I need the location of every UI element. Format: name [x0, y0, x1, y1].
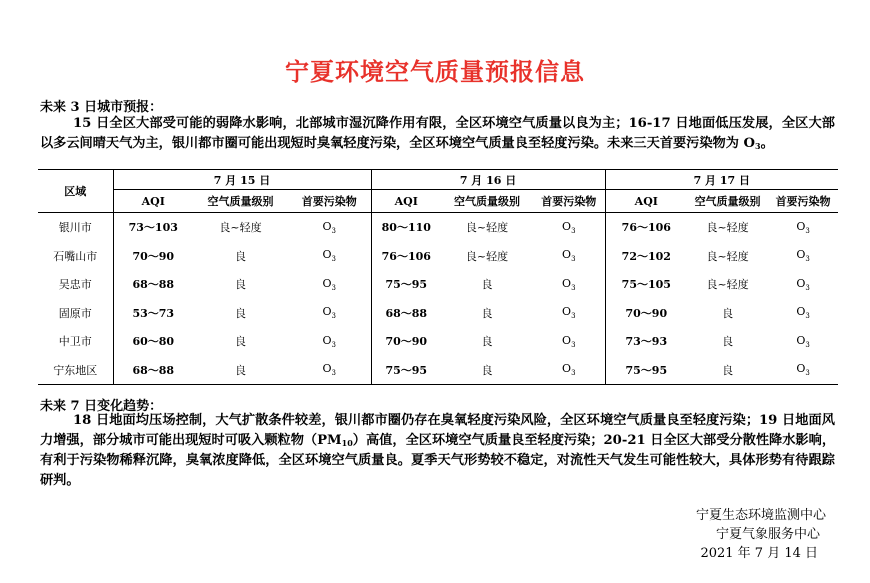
metric-header: 首要污染物: [533, 190, 605, 213]
date-header-1: 7 月 15 日: [113, 170, 371, 190]
pollutant-symbol: O: [562, 276, 572, 290]
region-header: 区域: [38, 170, 113, 213]
table-row: [38, 356, 838, 385]
level-cell: 良: [235, 306, 246, 320]
aqi-cell: 75～95: [385, 278, 428, 292]
signature-date: 2021 年 7 月 14 日: [700, 546, 818, 561]
level-cell: 良: [687, 356, 768, 385]
pollutant-cell: [768, 356, 838, 385]
pollutant-subscript: 3: [805, 255, 810, 264]
level-cell: 良~轻度: [465, 249, 509, 263]
region-cell: 宁东地区: [38, 356, 113, 385]
pollutant-cell: [288, 213, 371, 242]
aqi-cell: 80～110: [381, 221, 431, 235]
pollutant-cell: [768, 270, 838, 299]
forecast3-paragraph: [40, 114, 835, 154]
aqi-cell: 68～88: [385, 306, 428, 320]
pollutant-subscript: 3: [805, 340, 810, 349]
pollutant-subscript: 3: [571, 226, 576, 235]
metric-header: 首要污染物: [288, 190, 371, 213]
pollutant-symbol: O: [562, 248, 572, 262]
level-cell: 良: [722, 335, 734, 349]
aqi-cell: 76～106: [621, 221, 671, 235]
signature-org2: 宁夏气象服务中心: [715, 527, 820, 542]
pollutant-cell: [533, 213, 605, 242]
region-cell: 中卫市: [38, 327, 113, 356]
aqi-cell: 70～90: [132, 249, 175, 263]
level-cell: 良: [481, 335, 493, 349]
pollutant-cell: [768, 242, 838, 271]
pollutant-symbol: O: [322, 219, 332, 233]
pollutant-subscript: 3: [331, 369, 337, 378]
level-cell: 良~轻度: [465, 221, 509, 235]
pollutant-symbol: O: [322, 333, 332, 347]
pollutant-subscript: 3: [571, 340, 576, 349]
pollutant-subscript: 3: [331, 283, 337, 292]
forecast3-heading: 未来 3 日城市预报：: [40, 100, 163, 115]
level-cell: 良: [193, 356, 288, 385]
table-row: [38, 327, 838, 356]
region-cell: 石嘴山市: [38, 242, 113, 271]
pollutant-symbol: O: [322, 248, 332, 262]
aqi-cell: 73～103: [128, 221, 178, 235]
level-cell: 良~轻度: [706, 221, 749, 235]
pollutant-subscript: 3: [571, 369, 576, 378]
pollutant-cell: [533, 327, 605, 356]
pollutant-subscript: 3: [331, 226, 337, 235]
aqi-cell: 72～102: [621, 249, 671, 263]
signature-org1: 宁夏生态环境监测中心: [695, 508, 826, 523]
pollutant-cell: [533, 356, 605, 385]
level-cell: 良: [235, 249, 246, 263]
metric-header: AQI: [371, 190, 441, 213]
aqi-cell: 75～95: [371, 356, 441, 385]
pollutant-cell: [768, 327, 838, 356]
level-cell: 良~轻度: [219, 221, 262, 235]
pollutant-subscript: 3: [805, 283, 810, 292]
trend7-heading: 未来 7 日变化趋势：: [40, 399, 163, 414]
pollutant-symbol: O: [796, 333, 806, 347]
pollutant-symbol: O: [796, 276, 806, 290]
metric-header: 空气质量级别: [687, 190, 768, 213]
date-header-3: 7 月 17 日: [605, 170, 838, 190]
table-body: [38, 213, 838, 385]
pollutant-symbol: O: [562, 305, 572, 319]
pollutant-cell: [768, 213, 838, 242]
aqi-cell: 76～106: [381, 249, 431, 263]
pollutant-symbol: O: [562, 333, 572, 347]
level-cell: 良: [481, 278, 493, 292]
pollutant-subscript: 3: [331, 312, 337, 321]
trend7-paragraph: [40, 411, 835, 491]
forecast-table: [38, 169, 838, 385]
pollutant-symbol: O: [796, 248, 806, 262]
pollutant-symbol: O: [322, 305, 332, 319]
aqi-cell: 60～80: [132, 335, 175, 349]
pollutant-cell: [533, 299, 605, 328]
pollutant-subscript: 3: [331, 255, 337, 264]
trend7-subscript: 10: [341, 438, 353, 448]
aqi-cell: 70～90: [385, 335, 428, 349]
level-cell: 良: [481, 306, 493, 320]
level-cell: 良~轻度: [706, 278, 749, 292]
page-title: 宁夏环境空气质量预报信息: [285, 57, 585, 86]
pollutant-symbol: O: [562, 219, 572, 233]
pollutant-cell: [288, 299, 371, 328]
pollutant-subscript: 3: [805, 369, 810, 378]
pollutant-subscript: 3: [805, 226, 810, 235]
pollutant-symbol: O: [796, 362, 806, 376]
pollutant-symbol: O: [796, 305, 806, 319]
metric-header: 首要污染物: [768, 190, 838, 213]
pollutant-symbol: O: [322, 362, 332, 376]
aqi-cell: 68～88: [113, 356, 193, 385]
trend7-text-end: ）高值，全区环境空气质量良至轻度污染；20-21 日全区大部受分散性降水影响，有利于污染物稀释沉降，臭氧浓度降低，全区环境空气质量良。夏季天气形势较不稳定，对流性天气发生可能性较大，具体形势有待跟踪研判。: [40, 433, 836, 488]
level-cell: 良~轻度: [706, 249, 749, 263]
table-row: [38, 299, 838, 328]
metric-header: 空气质量级别: [441, 190, 533, 213]
metric-header: AQI: [113, 190, 193, 213]
level-cell: 良: [235, 335, 246, 349]
pollutant-cell: [288, 327, 371, 356]
region-cell: 银川市: [38, 213, 113, 242]
pollutant-subscript: 3: [805, 312, 810, 321]
pollutant-symbol: O: [562, 362, 572, 376]
aqi-cell: 75～105: [621, 278, 671, 292]
region-cell: 吴忠市: [38, 270, 113, 299]
pollutant-cell: [768, 299, 838, 328]
pollutant-subscript: 3: [331, 340, 337, 349]
table-row: [38, 242, 838, 271]
table-row: [38, 213, 838, 242]
aqi-cell: 75～95: [605, 356, 687, 385]
pollutant-subscript: 3: [571, 283, 576, 292]
level-cell: 良: [235, 278, 246, 292]
forecast3-text-end: 。: [760, 136, 774, 151]
pollutant-subscript: 3: [571, 312, 576, 321]
pollutant-cell: [533, 242, 605, 271]
table-row: [38, 270, 838, 299]
pollutant-cell: [288, 242, 371, 271]
pollutant-symbol: O: [796, 219, 806, 233]
aqi-cell: 53～73: [132, 306, 175, 320]
metric-header: 空气质量级别: [193, 190, 288, 213]
metric-header: AQI: [605, 190, 687, 213]
level-cell: 良: [441, 356, 533, 385]
trend7-text: 18 日地面均压场控制，大气扩散条件较差，银川都市圈仍存在臭氧轻度污染风险，全区环境空气质量良至轻度污染；19 日地面风力增强，部分城市可能出现短时可吸入颗粒物（PM: [40, 413, 835, 448]
date-header-2: 7 月 16 日: [371, 170, 605, 190]
region-cell: 固原市: [38, 299, 113, 328]
forecast3-subscript: 3: [755, 141, 761, 151]
pollutant-symbol: O: [322, 276, 332, 290]
pollutant-cell: [288, 356, 371, 385]
aqi-cell: 73～93: [625, 335, 668, 349]
aqi-cell: 68～88: [132, 278, 175, 292]
forecast3-text: 15 日全区大部受可能的弱降水影响，北部城市湿沉降作用有限，全区环境空气质量以良为主；16-17 日地面低压发展，全区大部以多云间晴天气为主，银川都市圈可能出现短时臭氧轻度污染，全区环境空气质量良至轻度污染。未来三天首要污染物为 O: [40, 116, 835, 151]
pollutant-cell: [288, 270, 371, 299]
pollutant-cell: [533, 270, 605, 299]
aqi-cell: 70～90: [625, 306, 668, 320]
metric-header-row: [38, 190, 838, 213]
level-cell: 良: [722, 306, 734, 320]
pollutant-subscript: 3: [571, 255, 576, 264]
